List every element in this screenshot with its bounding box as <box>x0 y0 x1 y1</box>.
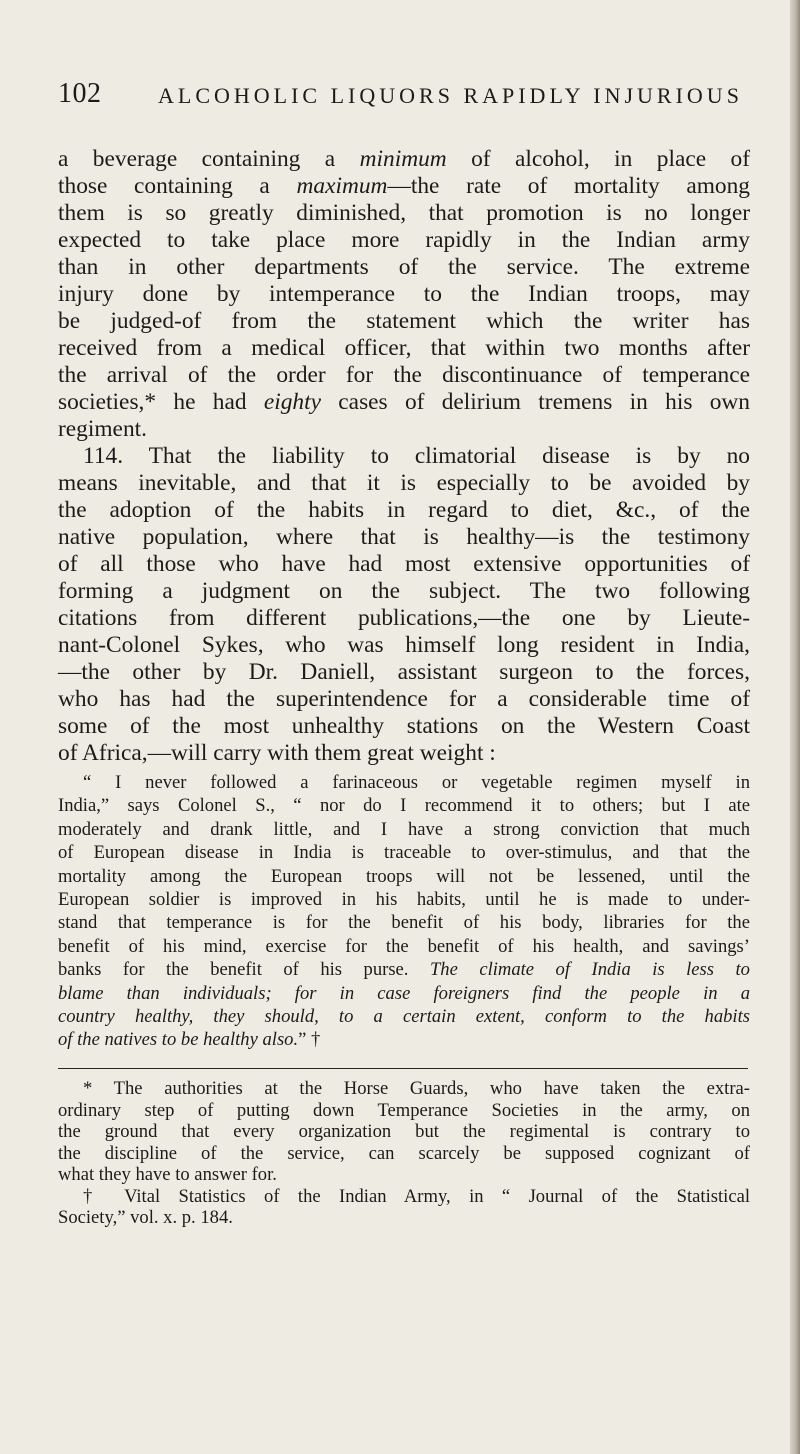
body-line-13: means inevitable, and that it is especially to be avoided by <box>58 470 750 496</box>
body-line-5: than in other departments of the service. The extreme <box>58 254 750 280</box>
footnote-rule <box>58 1068 748 1069</box>
footnote-1-line-2: ordinary step of putting down Temperance Societies in the army, on <box>58 1100 750 1121</box>
body-line-7: be judged-of from the statement which the writer has <box>58 308 750 334</box>
running-head <box>58 78 748 118</box>
body-line-9: the arrival of the order for the discontinuance of temperance <box>58 362 750 388</box>
quote-line-2: India,” says Colonel S., “ nor do I recommend it to others; but I ate <box>58 795 750 816</box>
body-line-4: expected to take place more rapidly in the Indian army <box>58 227 750 253</box>
quote-line-11: country healthy, they should, to a certain extent, conform to the habits <box>58 1006 750 1027</box>
body-line-21: who has had the superintendence for a considerable time of <box>58 686 750 712</box>
quote-line-1: “ I never followed a farinaceous or vegetable regimen myself in <box>83 772 750 793</box>
footnote-1-line-5: what they have to answer for. <box>58 1164 277 1185</box>
footnote-1-line-3: the ground that every organization but the regimental is contrary to <box>58 1121 750 1142</box>
footnote-2-line-1: † Vital Statistics of the Indian Army, in “ Journal of the Statistical <box>83 1186 750 1207</box>
body-line-11: regiment. <box>58 416 147 442</box>
paragraph-114-start: 114. That the liability to climatorial disease is by no <box>83 443 750 469</box>
quote-line-4: of European disease in India is traceable to over-stimulus, and that the <box>58 842 750 863</box>
body-line-16: of all those who have had most extensive opportunities of <box>58 551 750 577</box>
body-line-10: societies,* he had eighty cases of delirium tremens in his own <box>58 389 750 415</box>
quote-line-6: European soldier is improved in his habits, until he is made to under- <box>58 889 750 910</box>
quote-line-3: moderately and drank little, and I have a strong conviction that much <box>58 819 750 840</box>
quote-line-12: of the natives to be healthy also.” † <box>58 1029 321 1050</box>
running-title: ALCOHOLIC LIQUORS RAPIDLY INJURIOUS <box>158 83 743 108</box>
body-line-1: a beverage containing a minimum of alcohol, in place of <box>58 146 751 172</box>
body-line-3: them is so greatly diminished, that promotion is no longer <box>58 200 750 226</box>
body-line-18: citations from different publications,—the one by Lieute- <box>58 605 750 631</box>
body-line-19: nant-Colonel Sykes, who was himself long resident in India, <box>58 632 750 658</box>
page-number: 102 <box>58 78 102 109</box>
quote-line-9: banks for the benefit of his purse. The climate of India is less to <box>58 959 750 980</box>
quote-line-7: stand that temperance is for the benefit of his body, libraries for the <box>58 912 750 933</box>
body-line-22: some of the most unhealthy stations on the Western Coast <box>58 713 750 739</box>
footnote-1-line-1: * The authorities at the Horse Guards, who have taken the extra- <box>83 1078 750 1099</box>
quote-line-5: mortality among the European troops will not be lessened, until the <box>58 866 750 887</box>
body-line-14: the adoption of the habits in regard to diet, &c., of the <box>58 497 750 523</box>
footnote-2-line-2: Society,” vol. x. p. 184. <box>58 1207 233 1228</box>
footnote-1-line-4: the discipline of the service, can scarcely be supposed cognizant of <box>58 1143 750 1164</box>
body-line-6: injury done by intemperance to the Indian troops, may <box>58 281 750 307</box>
page-edge-shadow <box>790 0 800 1454</box>
quote-line-8: benefit of his mind, exercise for the benefit of his health, and savings’ <box>58 936 750 957</box>
body-line-8: received from a medical officer, that within two months after <box>58 335 750 361</box>
quote-line-10: blame than individuals; for in case foreigners find the people in a <box>58 983 750 1004</box>
body-line-20: —the other by Dr. Daniell, assistant surgeon to the forces, <box>58 659 750 685</box>
body-line-17: forming a judgment on the subject. The two following <box>58 578 750 604</box>
body-line-15: native population, where that is healthy—is the testimony <box>58 524 750 550</box>
body-line-23: of Africa,—will carry with them great weight : <box>58 740 496 766</box>
body-line-2: those containing a maximum—the rate of mortality among <box>58 173 750 199</box>
